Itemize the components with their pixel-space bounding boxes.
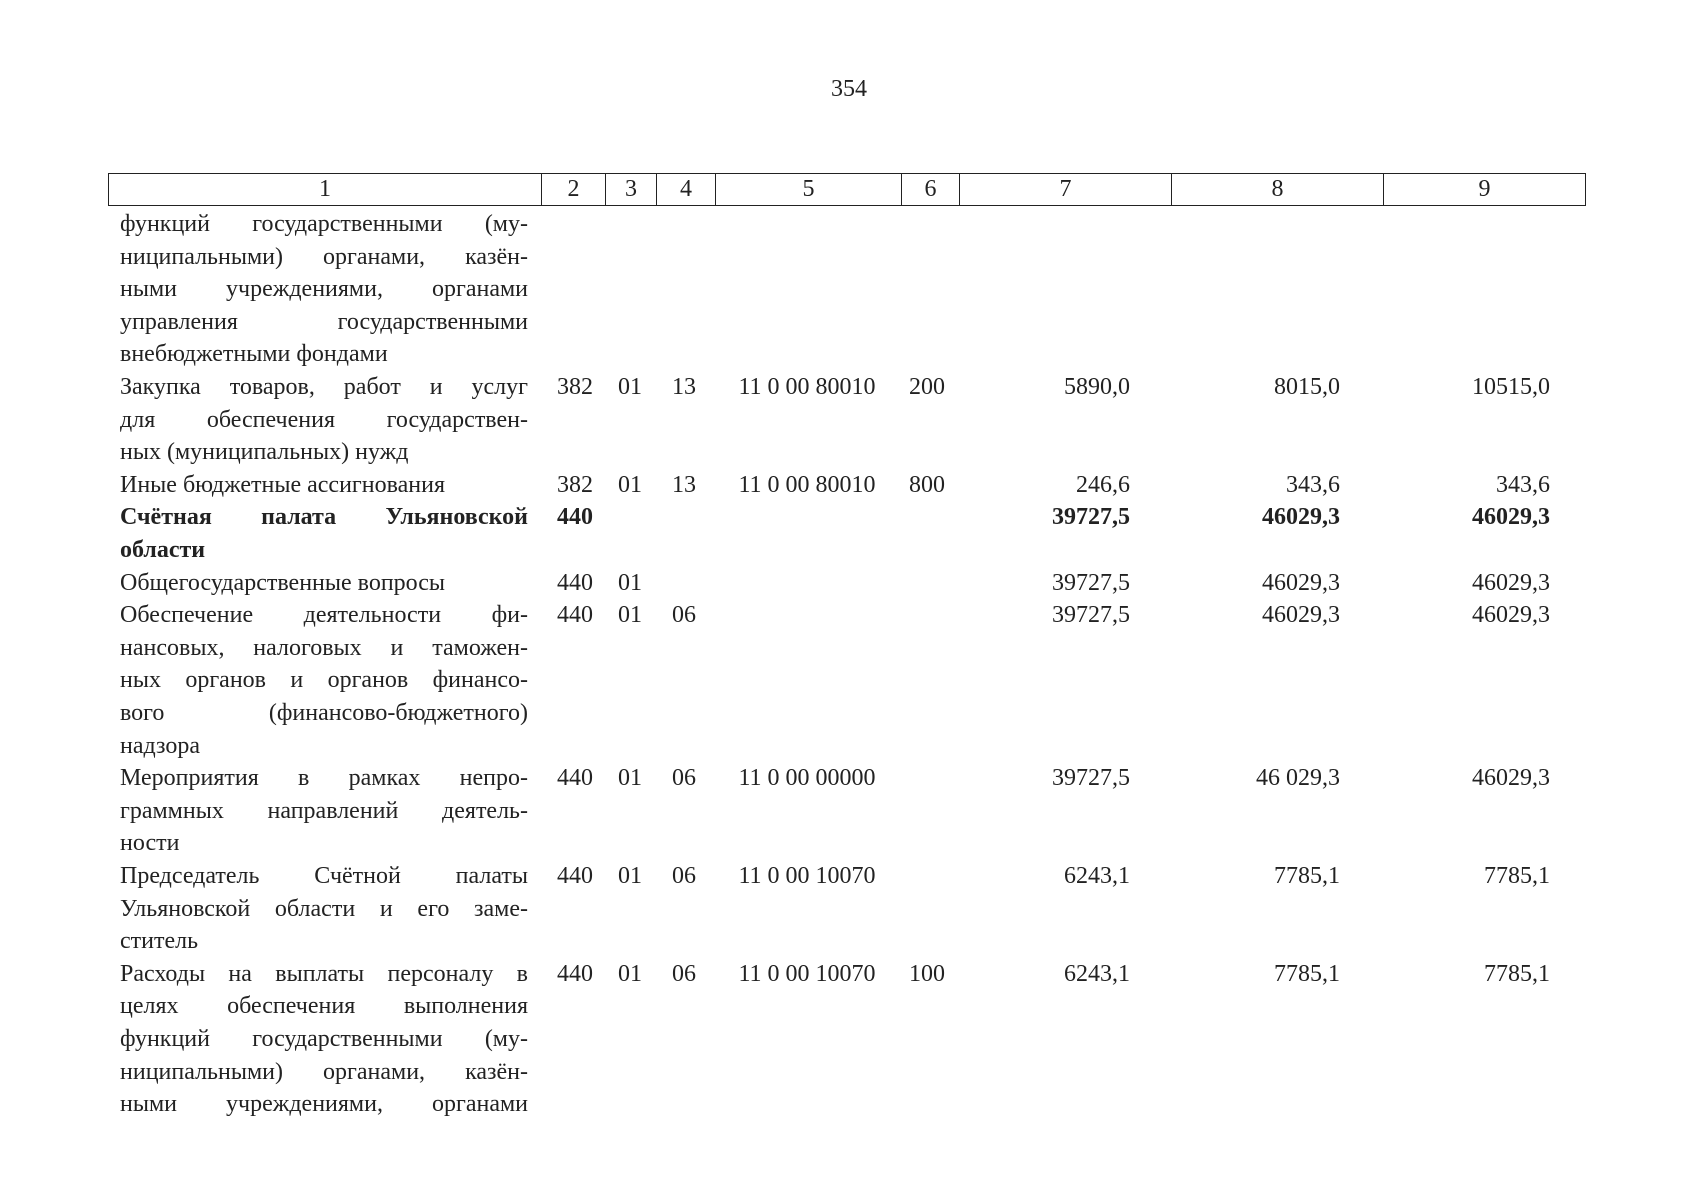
cell-col-4: 06 <box>672 863 696 889</box>
cell-col-9: 46029,3 <box>1472 504 1550 531</box>
description-line: ниципальными) органами, казён- <box>120 1058 528 1085</box>
cell-col-5: 11 0 00 00000 <box>738 765 876 792</box>
column-header-4: 4 <box>657 174 716 206</box>
description-line: вого (финансово-бюджетного) <box>120 699 528 726</box>
cell-col-9: 46029,3 <box>1472 765 1550 792</box>
cell-col-3: 01 <box>618 765 642 792</box>
cell-col-7: 6243,1 <box>1064 863 1130 889</box>
column-header-8: 8 <box>1172 174 1384 206</box>
cell-col-8: 46 029,3 <box>1256 765 1340 792</box>
description-line: Иные бюджетные ассигнования <box>120 471 445 498</box>
row-description <box>120 599 528 762</box>
cell-col-5: 11 0 00 80010 <box>738 471 876 498</box>
cell-col-4: 06 <box>672 602 696 629</box>
description-line: ными учреждениями, органами <box>120 1091 528 1118</box>
row-description <box>120 860 528 958</box>
column-header-5: 5 <box>716 174 902 206</box>
cell-col-4: 06 <box>672 960 696 987</box>
description-line: нансовых, налоговых и таможен- <box>120 634 528 661</box>
cell-col-7: 39727,5 <box>1052 602 1130 629</box>
cell-col-2: 440 <box>557 602 593 629</box>
cell-col-4: 13 <box>672 374 696 400</box>
cell-col-2: 382 <box>557 374 593 400</box>
cell-col-2: 440 <box>557 960 593 987</box>
cell-col-3: 01 <box>618 471 642 498</box>
cell-col-8: 7785,1 <box>1274 960 1340 987</box>
cell-col-7: 5890,0 <box>1064 374 1130 400</box>
description-line: Общегосударственные вопросы <box>120 569 446 596</box>
description-line: Закупка товаров, работ и услуг <box>120 374 528 400</box>
description-line: ными учреждениями, органами <box>120 276 528 303</box>
cell-col-9: 343,6 <box>1496 471 1550 498</box>
cell-col-8: 46029,3 <box>1262 602 1340 629</box>
cell-col-8: 7785,1 <box>1274 863 1340 889</box>
cell-col-7: 246,6 <box>1076 471 1130 498</box>
cell-col-9: 46029,3 <box>1472 602 1550 629</box>
description-line: Обеспечение деятельности фи- <box>120 602 528 629</box>
description-line: Председатель Счётной палаты <box>120 863 528 889</box>
cell-col-9: 7785,1 <box>1484 863 1550 889</box>
cell-col-4: 13 <box>672 471 696 498</box>
description-line: управления государственными <box>120 308 528 335</box>
cell-col-2: 440 <box>557 765 593 792</box>
description-line: целях обеспечения выполнения <box>120 993 528 1020</box>
cell-col-7: 6243,1 <box>1064 960 1130 987</box>
cell-col-5: 11 0 00 10070 <box>738 960 876 987</box>
column-header-2: 2 <box>542 174 606 206</box>
description-line: граммных направлений деятель- <box>120 797 528 824</box>
description-line: внебюджетными фондами <box>120 341 388 368</box>
cell-col-7: 39727,5 <box>1052 765 1130 792</box>
row-description <box>120 762 528 860</box>
cell-col-5: 11 0 00 10070 <box>738 863 876 889</box>
cell-col-8: 46029,3 <box>1262 569 1340 596</box>
column-header-9: 9 <box>1384 174 1586 206</box>
cell-col-9: 46029,3 <box>1472 569 1550 596</box>
cell-col-6: 100 <box>909 960 945 987</box>
row-description <box>120 958 528 1121</box>
cell-col-3: 01 <box>618 960 642 987</box>
row-description <box>120 567 528 600</box>
cell-col-3: 01 <box>618 863 642 889</box>
description-line: Счётная палата Ульяновской <box>120 504 528 531</box>
cell-col-2: 440 <box>557 504 593 531</box>
description-line: функций государственными (му- <box>120 211 528 237</box>
description-line: области <box>120 536 206 563</box>
cell-col-8: 343,6 <box>1286 471 1340 498</box>
cell-col-2: 382 <box>557 471 593 498</box>
cell-col-8: 8015,0 <box>1274 374 1340 400</box>
cell-col-9: 7785,1 <box>1484 960 1550 987</box>
column-header-7: 7 <box>960 174 1172 206</box>
description-line: Мероприятия в рамках непро- <box>120 765 528 792</box>
column-header-1: 1 <box>109 174 542 206</box>
cell-col-4: 06 <box>672 765 696 792</box>
cell-col-7: 39727,5 <box>1052 569 1130 596</box>
cell-col-3: 01 <box>618 602 642 629</box>
cell-col-8: 46029,3 <box>1262 504 1340 531</box>
column-header-6: 6 <box>902 174 960 206</box>
row-description <box>120 371 528 469</box>
description-line: для обеспечения государствен- <box>120 406 528 433</box>
description-line: ститель <box>120 928 199 955</box>
cell-col-3: 01 <box>618 569 642 596</box>
row-description <box>120 469 528 502</box>
row-description <box>120 501 528 566</box>
cell-col-2: 440 <box>557 863 593 889</box>
description-line: надзора <box>120 732 200 759</box>
description-line: ниципальными) органами, казён- <box>120 243 528 270</box>
description-line: Расходы на выплаты персоналу в <box>120 960 528 987</box>
cell-col-2: 440 <box>557 569 593 596</box>
description-line: функций государственными (му- <box>120 1025 528 1052</box>
column-header-3: 3 <box>606 174 657 206</box>
page-number: 354 <box>831 76 867 102</box>
description-line: Ульяновской области и его заме- <box>120 895 528 922</box>
cell-col-9: 10515,0 <box>1472 374 1550 400</box>
cell-col-6: 800 <box>909 471 945 498</box>
description-line: ности <box>120 830 180 857</box>
description-line: ных органов и органов финансо- <box>120 667 528 694</box>
cell-col-5: 11 0 00 80010 <box>738 374 876 400</box>
column-header-row <box>108 173 1586 206</box>
cell-col-3: 01 <box>618 374 642 400</box>
description-line: ных (муниципальных) нужд <box>120 439 409 466</box>
cell-col-7: 39727,5 <box>1052 504 1130 531</box>
row-description <box>120 208 528 371</box>
cell-col-6: 200 <box>909 374 945 400</box>
